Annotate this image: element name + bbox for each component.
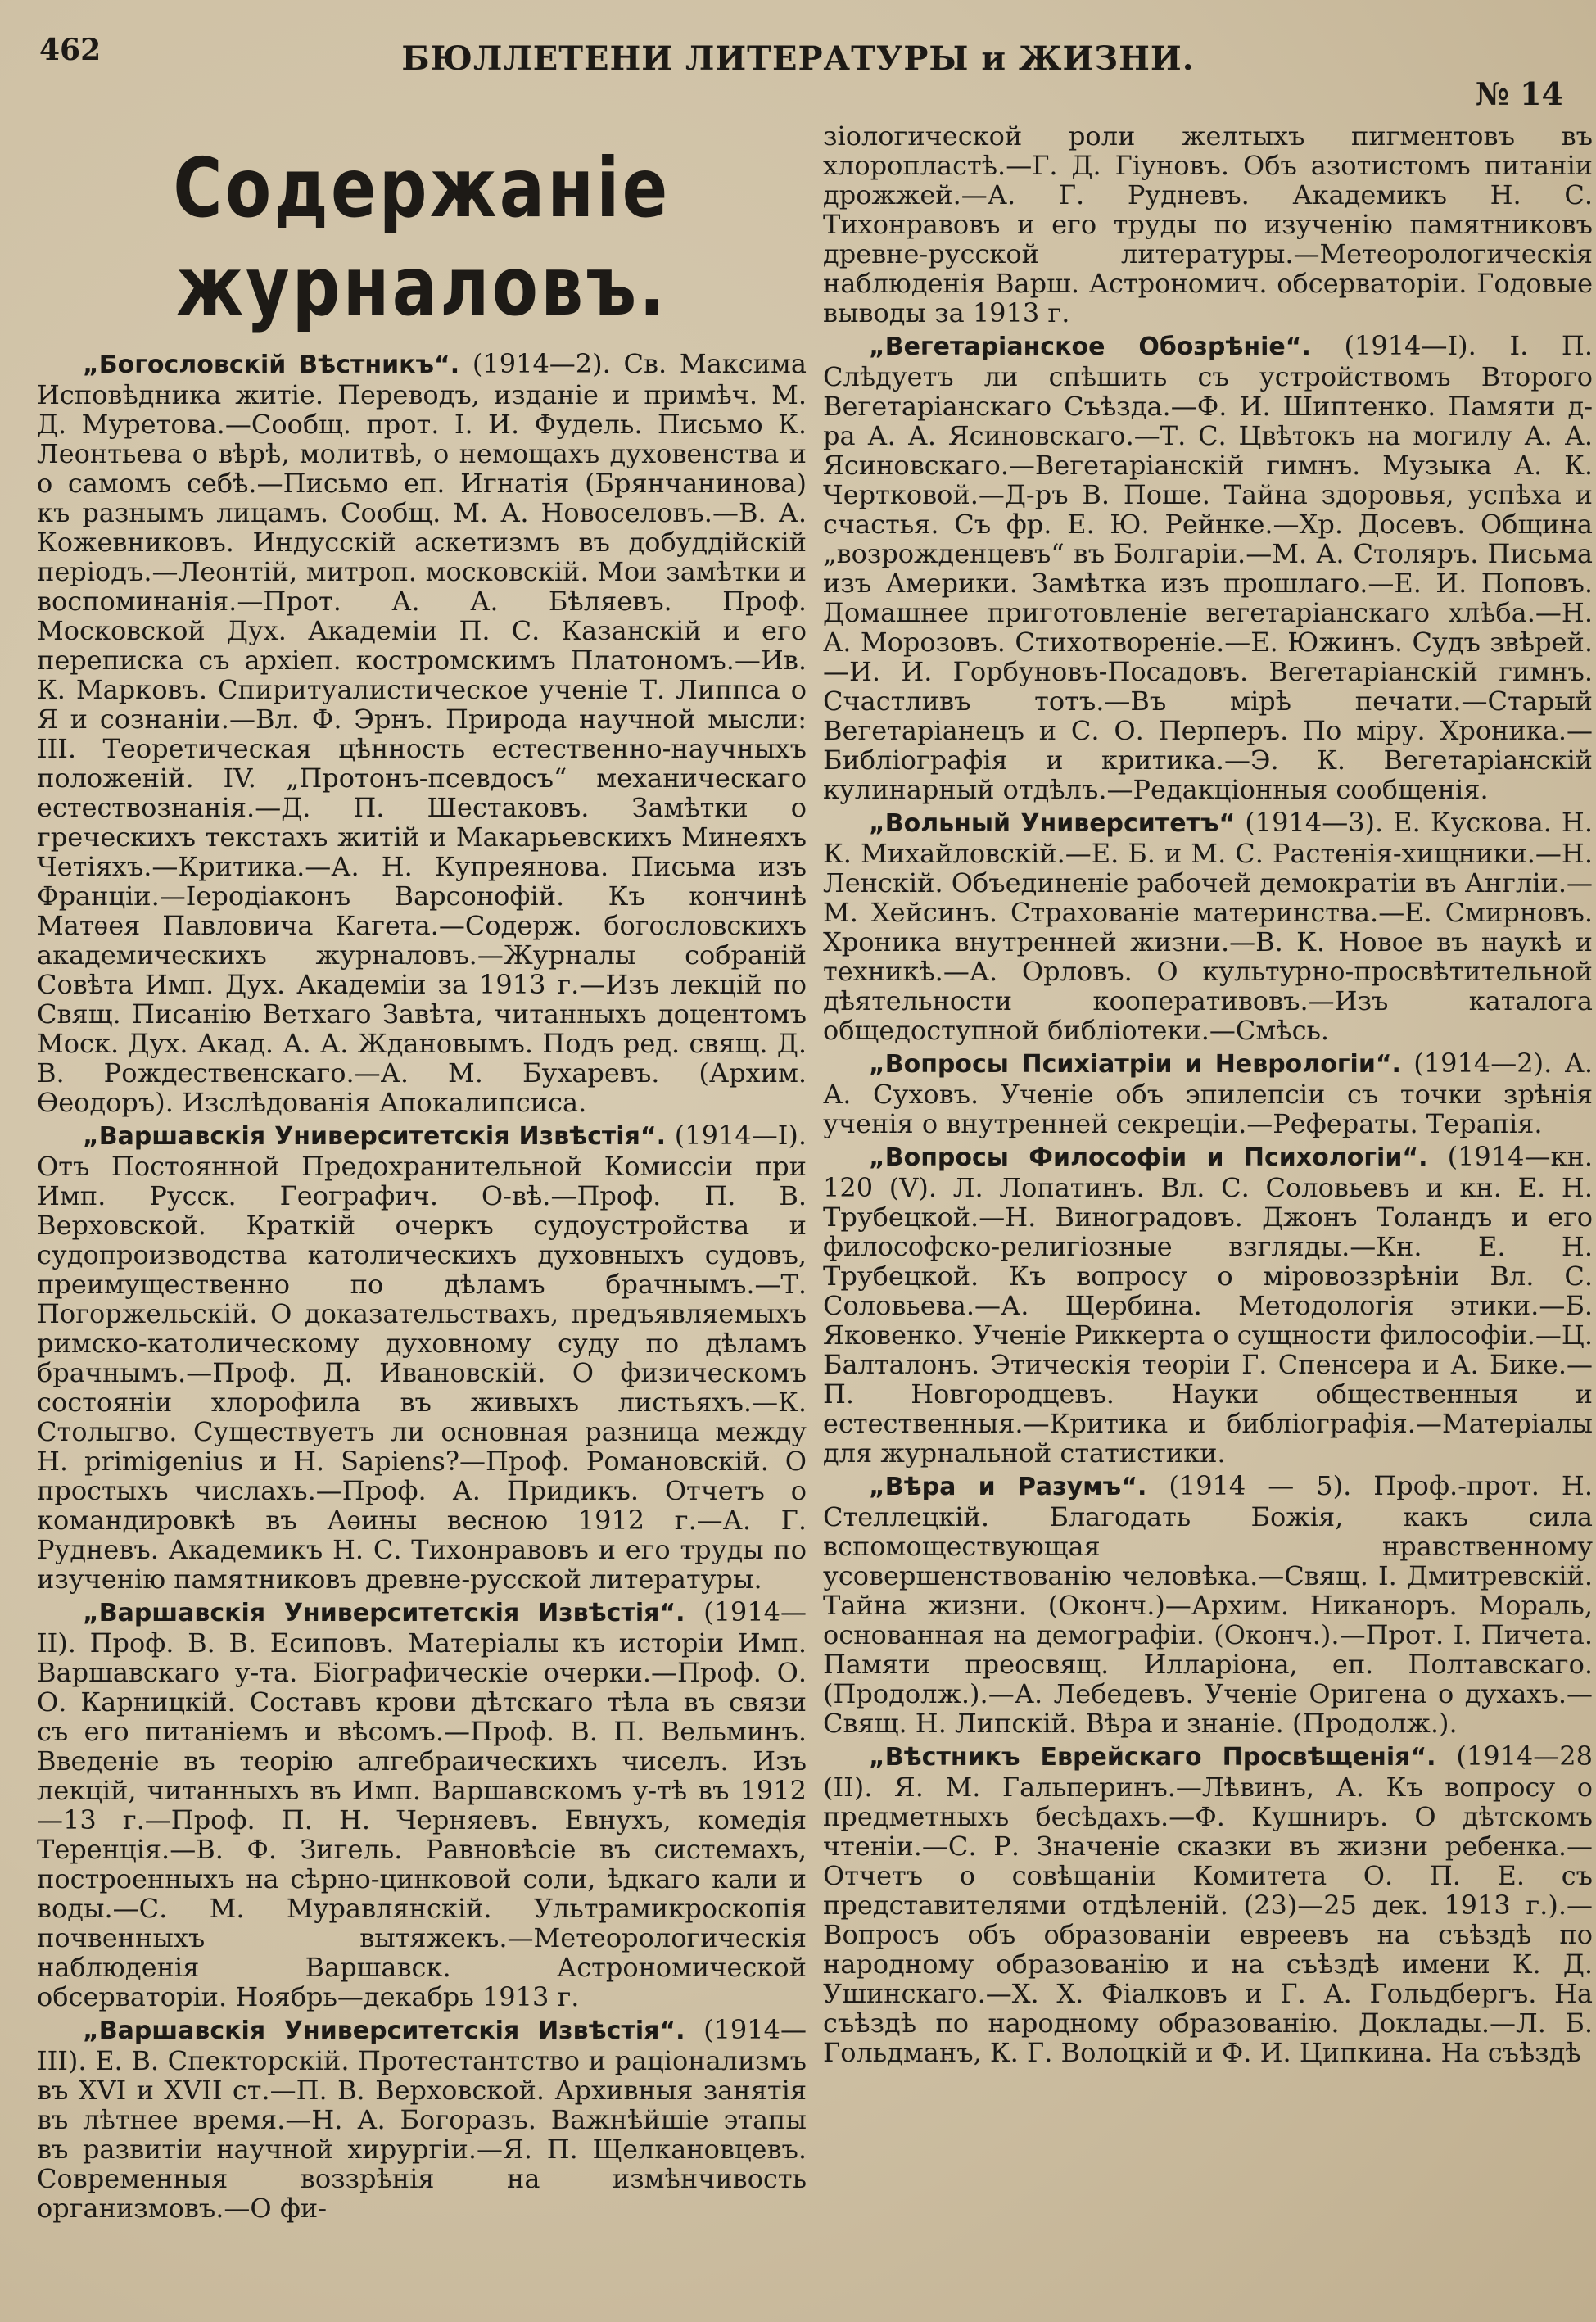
journal-entry	[37, 349, 807, 1117]
journal-title: „Богословскій Вѣстникъ“.	[83, 351, 460, 379]
page-header	[33, 25, 1563, 112]
journal-entry	[37, 1120, 807, 1594]
entry-text: (1914 — 5). Проф.-прот. Н. Стеллецкій. Благодать Божія, какъ сила вспомоществующая нравственному усовершенствованію человѣка.—Свящ. І. Дмитревскій. Тайна жизни. (Оконч.)—Архим. Никаноръ. Мораль, основанная на демографіи. (Оконч.).—Прот. І. Пичета. Памяти преосвящ. Илларіона, еп. Полтавскаго. (Продолж.).—А. Лебедевъ. Ученіе Оригена о духахъ.—Свящ. Н. Липскій. Вѣра и знаніе. (Продолж.).	[823, 1470, 1593, 1739]
journal-entry	[823, 1048, 1593, 1138]
journal-title: „Вегетаріанское Обозрѣніе“.	[869, 333, 1311, 361]
entry-text: (1914—кн. 120 (V). Л. Лопатинъ. Вл. С. Соловьевъ и кн. Е. Н. Трубецкой.—Н. Виноградовъ. Джонъ Толандъ и его философско-религіозные взгляды.—Кн. Е. Н. Трубецкой. Къ вопросу о міровоззрѣніи Вл. С. Соловьева.—А. Щербина. Методологія этики.—Б. Яковенко. Ученіе Риккерта о сущности философіи.—Ц. Балталонъ. Этическія теоріи Г. Спенсера и А. Бике.—П. Новгородцевъ. Науки общественныя и естественныя.—Критика и библіографія.—Матеріалы для журнальной статистики.	[823, 1141, 1593, 1469]
journal-title: „Варшавскія Университетскія Извѣстія“.	[83, 1599, 685, 1627]
entry-text: (1914—I). Отъ Постоянной Предохранительной Комиссіи при Имп. Русск. Географич. О-вѣ.—Проф. П. В. Верховской. Краткій очеркъ судоустройства и судопроизводства католическихъ духовныхъ судовъ, преимущественно по дѣламъ брачнымъ.—Т. Погоржельскій. О доказательствахъ, предъявляемыхъ римско-католическому духовному суду по дѣламъ брачнымъ.—Проф. Д. Ивановскій. О физическомъ состояніи хлорофила въ живыхъ листьяхъ.—К. Столыгво. Существуетъ ли основная разница между H. primigenius и H. Sapiens?—Проф. Романовскій. О простыхъ числахъ.—Проф. А. Придикъ. Отчетъ о командировкѣ въ Аѳины весною 1912 г.—А. Г. Рудневъ. Академикъ Н. С. Тихонравовъ и его труды по изученію памятниковъ древне-русской литературы.	[37, 1120, 807, 1595]
running-title: БЮЛЛЕТЕНИ ЛИТЕРАТУРЫ и ЖИЗНИ.	[401, 39, 1195, 78]
journal-entry	[823, 331, 1593, 804]
journal-entry	[823, 1142, 1593, 1468]
journal-entry	[823, 1741, 1593, 2067]
journal-entry	[823, 1471, 1593, 1738]
page-number: 462	[39, 33, 102, 67]
right-column	[823, 121, 1593, 2300]
left-column	[37, 123, 807, 2302]
journal-title: „Вопросы Психіатріи и Неврологіи“.	[869, 1050, 1401, 1079]
entry-text: (1914—28 (II). Я. М. Гальперинъ.—Лѣвинъ, А. Къ вопросу о предметныхъ бесѣдахъ.—Ф. Кушниръ. О дѣтскомъ чтеніи.—С. Р. Значеніе сказки въ жизни ребенка.—Отчетъ о совѣщаніи Комитета О. П. Е. съ представителями отдѣленій. (23)—25 дек. 1913 г.).—Вопросъ объ образованіи евреевъ на съѣздѣ по народному образованію и на съѣздѣ имени К. Д. Ушинскаго.—Х. Х. Фіалковъ и Г. А. Гольдбергъ. На съѣздѣ по народному образованію. Доклады.—Л. Б. Гольдманъ, К. Г. Волоцкій и Ф. И. Ципкина. На съѣздѣ	[823, 1740, 1593, 2068]
entry-text: (1914—2). А. А. Суховъ. Ученіе объ эпилепсіи съ точки зрѣнія ученія о внутренней секреціи.—Рефераты. Терапія.	[823, 1048, 1593, 1139]
journal-entry	[37, 2015, 807, 2223]
entry-text: (1914—II). Проф. В. В. Есиповъ. Матеріалы къ исторіи Имп. Варшавскаго у-та. Біографическіе очерки.—Проф. О. О. Карницкій. Составъ крови дѣтскаго тѣла въ связи съ его питаніемъ и вѣсомъ.—Проф. В. П. Вельминъ. Введеніе въ теорію алгебраическихъ чиселъ. Изъ лекцій, читанныхъ въ Имп. Варшавскомъ у-тѣ въ 1912—13 г.—Проф. П. Н. Черняевъ. Евнухъ, комедія Теренція.—В. Ф. Зигель. Равновѣсіе въ системахъ, построенныхъ на сѣрно-цинковой соли, ѣдкаго кали и воды.—С. М. Муравлянскій. Ультрамикроскопія почвенныхъ вытяжекъ.—Метеорологическія наблюденія Варшавск. Астрономической обсерваторіи. Ноябрь—декабрь 1913 г.	[37, 1596, 807, 2012]
entry-text: (1914—2). Св. Максима Исповѣдника житіе. Переводъ, изданіе и примѣч. М. Д. Муретова.—Сообщ. прот. І. И. Фудель. Письмо К. Леонтьева о вѣрѣ, молитвѣ, о немощахъ духовенства и о самомъ себѣ.—Письмо еп. Игнатія (Брянчанинова) къ разнымъ лицамъ. Сообщ. М. А. Новоселовъ.—В. А. Кожевниковъ. Индусскій аскетизмъ въ добуддійскій періодъ.—Леонтій, митроп. московскій. Мои замѣтки и воспоминанія.—Прот. А. А. Бѣляевъ. Проф. Московской Дух. Академіи П. С. Казанскій и его переписка съ архіеп. костромскимъ Платономъ.—Ив. К. Марковъ. Спиритуалистическое ученіе Т. Липпса о Я и сознаніи.—Вл. Ф. Эрнъ. Природа научной мысли: III. Теоретическая цѣнность естественно-научныхъ положеній. IV. „Протонъ-псевдосъ“ механическаго естествознанія.—Д. П. Шестаковъ. Замѣтки о греческихъ текстахъ житій и Макарьевскихъ Минеяхъ Четіяхъ.—Критика.—А. Н. Купреянова. Письма изъ Франціи.—Іеродіаконъ Варсонофій. Къ кончинѣ Матѳея Павловича Кагета.—Содерж. богословскихъ академическихъ журналовъ.—Журналы собраній Совѣта Имп. Дух. Академіи за 1913 г.—Изъ лекцій по Свящ. Писанію Ветхаго Завѣта, читанныхъ доцентомъ Моск. Дух. Акад. А. А. Ждановымъ. Подъ ред. свящ. Д. В. Рождественскаго.—А. М. Бухаревъ. (Архим. Ѳеодоръ). Изслѣдованія Апокалипсиса.	[37, 348, 807, 1118]
journal-entry	[823, 808, 1593, 1045]
journal-title: „Варшавскія Университетскія Извѣстія“.	[83, 2016, 685, 2045]
entry-text: (1914—3). Е. Кускова. Н. К. Михайловскій.—Е. Б. и М. С. Растенія-хищники.—Н. Ленскій. Объединеніе рабочей демократіи въ Англіи.—М. Хейсинъ. Страхованіе материнства.—Е. Смирновъ. Хроника внутренней жизни.—В. К. Новое въ наукѣ и техникѣ.—А. Орловъ. О культурно-просвѣтительной дѣятельности кооперативовъ.—Изъ каталога общедоступной библіотеки.—Смѣсь.	[823, 807, 1593, 1046]
section-heading: Содержаніе журналовъ.	[173, 140, 671, 334]
journal-title: „Варшавскія Университетскія Извѣстія“.	[83, 1122, 666, 1151]
journal-title: „Вопросы Философіи и Психологіи“.	[869, 1143, 1428, 1172]
journal-entry	[37, 1597, 807, 2012]
entry-text: (1914—I). І. П. Слѣдуетъ ли спѣшить съ устройствомъ Второго Вегетаріанскаго Съѣзда.—Ф. И. Шиптенко. Памяти д-ра А. А. Ясиновскаго.—Т. С. Цвѣтокъ на могилу А. А. Ясиновскаго.—Вегетаріанскій гимнъ. Музыка А. К. Чертковой.—Д-ръ В. Поше. Тайна здоровья, успѣха и счастья. Съ фр. Е. Ю. Рейнке.—Хр. Досевъ. Община „возрожденцевъ“ въ Болгаріи.—М. А. Столяръ. Письма изъ Америки. Замѣтка изъ прошлаго.—Е. И. Поповъ. Домашнее приготовленіе вегетаріанскаго хлѣба.—Н. А. Морозовъ. Стихотвореніе.—Е. Южинъ. Судъ звѣрей.—И. И. Горбуновъ-Посадовъ. Вегетаріанскій гимнъ. Счастливъ тотъ.—Въ мірѣ печати.—Старый Вегетаріанецъ и С. О. Перперъ. По міру. Хроника.—Библіографія и критика.—Э. К. Вегетаріанскій кулинарный отдѣлъ.—Редакціонныя сообщенія.	[823, 330, 1593, 805]
journal-title: „Вѣстникъ Еврейскаго Просвѣщенія“.	[869, 1743, 1436, 1772]
continued-text: зіологической роли желтыхъ пигментовъ въ хлоропластѣ.—Г. Д. Гіуновъ. Объ азотистомъ питаніи дрожжей.—А. Г. Рудневъ. Академикъ Н. С. Тихонравовъ и его труды по изученію памятниковъ древне-русской литературы.—Метеорологическія наблюденія Варш. Астрономич. обсерваторіи. Годовые выводы за 1913 г.	[823, 121, 1593, 328]
issue-number: № 14	[1475, 75, 1563, 112]
journal-title: „Вѣра и Разумъ“.	[869, 1473, 1147, 1501]
journal-title: „Вольный Университетъ“	[869, 809, 1236, 838]
entry-text: (1914—III). Е. В. Спекторскій. Протестантство и раціонализмъ въ XVI и XVII ст.—П. В. Верховской. Архивныя занятія въ лѣтнее время.—Н. А. Богоразъ. Важнѣйшіе этапы въ развитіи научной хирургіи.—Я. П. Щелкановцевъ. Современныя воззрѣнія на измѣнчивость организмовъ.—О фи-	[37, 2014, 807, 2224]
